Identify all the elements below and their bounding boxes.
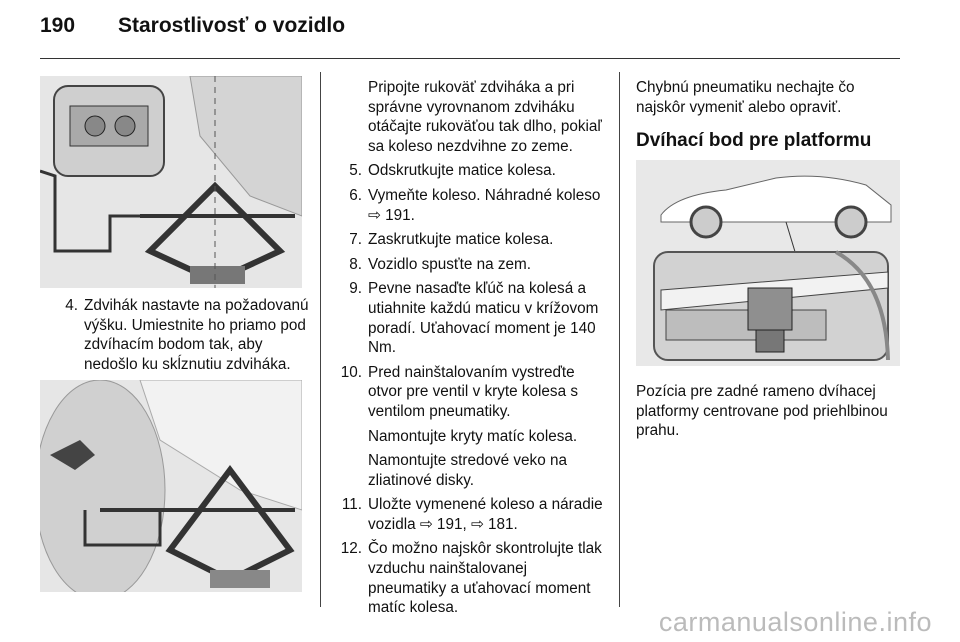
step-text: Pred nainštalovaním vystreďte otvor pre ventil v kryte kolesa s ventilom pneumatiky. [368, 363, 578, 420]
step-text: Zaskrutkujte matice kolesa. [368, 231, 554, 249]
step-11 [324, 495, 604, 534]
step-12 [324, 539, 604, 617]
section-heading: Dvíhací bod pre platformu [636, 130, 872, 152]
step-number: 10. [340, 363, 362, 381]
step-9 [324, 279, 604, 357]
lift-platform-illustration [636, 160, 900, 366]
step-5 [324, 161, 604, 181]
step-7 [324, 230, 604, 250]
step-6 [324, 186, 604, 225]
figure-caption [636, 382, 912, 441]
replace-tire-note: Chybnú pneumatiku nechajte čo najskôr vymeniť alebo opraviť. [636, 79, 855, 116]
step-number: 11. [341, 496, 362, 514]
watermark: carmanualsonline.info [658, 607, 932, 637]
step-number: 4. [65, 297, 78, 314]
jack-lifting-illustration [40, 380, 302, 592]
step-number: 9. [349, 280, 362, 298]
step-text: Odskrutkujte matice kolesa. [368, 162, 556, 180]
step-text: Uložte vymenené koleso a náradie vozidla ⇨ 191, ⇨ 181. [368, 496, 603, 533]
step-number: 7. [349, 231, 362, 249]
step-text: Zdvihák nastavte na požadovanú výšku. Umiestnite ho priamo pod zdvíhacím bodom tak, aby nedošlo ku skĺznutiu zdviháka. [84, 297, 309, 373]
page-header [40, 14, 345, 38]
step-number: 6. [349, 186, 362, 204]
step-10 [324, 363, 604, 422]
page-number: 190 [40, 14, 76, 37]
step-4 [40, 296, 312, 374]
note-nut-covers: Namontujte kryty matíc kolesa. [368, 427, 578, 445]
right-text [636, 78, 906, 163]
left-text [40, 296, 312, 379]
step-8 [324, 255, 604, 275]
step-text: Vymeňte koleso. Náhradné koleso ⇨ 191. [368, 186, 601, 224]
column-divider-1 [320, 72, 321, 607]
note-center-cap: Namontujte stredové veko na zliatinové disky. [368, 452, 567, 489]
caption-text: Pozícia pre zadné rameno dvíhacej platformy centrovane pod priehlbinou prahu. [636, 383, 888, 440]
header-rule [40, 58, 900, 59]
jack-placement-illustration [40, 76, 302, 288]
step-text: Pevne nasaďte kľúč na kolesá a utiahnite každú maticu v krížovom poradí. Uťahovací moment je 140 Nm. [368, 280, 599, 357]
page-title: Starostlivosť o vozidlo [118, 14, 346, 37]
step-number: 12. [340, 540, 362, 558]
step-number: 5. [349, 162, 362, 180]
middle-text [324, 78, 604, 623]
step-number: 8. [349, 255, 362, 273]
step-text: Čo možno najskôr skontrolujte tlak vzduchu nainštalovanej pneumatiky a uťahovací moment matíc kolesa. [368, 540, 602, 617]
column-divider-2 [619, 72, 620, 607]
step-4-continued: Pripojte rukoväť zdviháka a pri správne vyrovnanom zdviháku otáčajte rukoväťou tak dlho, pokiaľ sa koleso nezdvihne zo zeme. [368, 79, 602, 155]
step-text: Vozidlo spusťte na zem. [368, 255, 532, 273]
